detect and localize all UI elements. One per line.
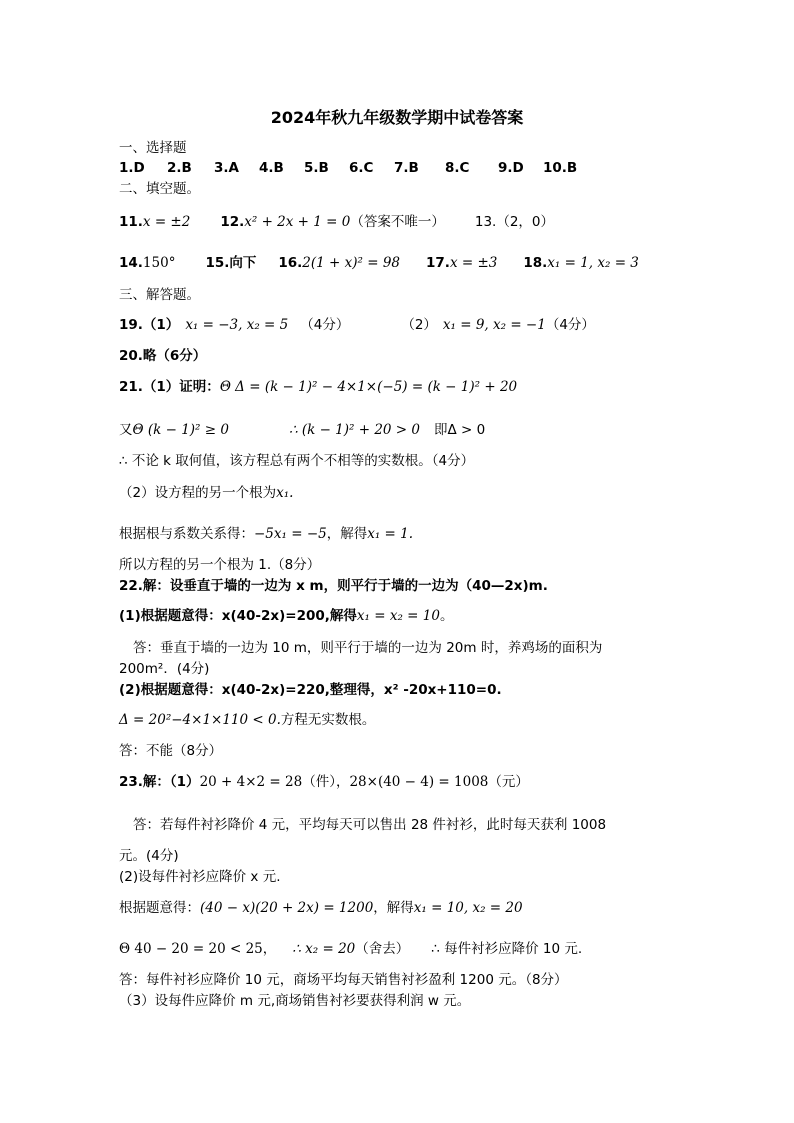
q21-5-text: 根据根与系数关系得： <box>119 526 254 542</box>
answer-10: 10.B <box>543 160 578 176</box>
q21-2-math2: ∴ (k − 1)² + 20 > 0 <box>288 422 420 438</box>
q21-row-5 <box>119 524 413 544</box>
q21-row-2 <box>119 420 485 440</box>
q11-label: 11. <box>119 214 143 230</box>
q21-1-proof: Θ Δ = (k − 1)² − 4×1×(−5) = (k − 1)² + 20 <box>219 379 518 395</box>
q18-label: 18. <box>523 255 548 271</box>
q22-row-2 <box>119 606 453 626</box>
answer-9: 9.D <box>498 160 524 176</box>
answer-4: 4.B <box>259 160 284 176</box>
q22-row-3: 答：垂直于墙的一边为 10 m，则平行于墙的一边为 20m 时，养鸡场的面积为 <box>133 640 603 656</box>
choice-answers <box>119 158 577 178</box>
q21-2-math: Θ (k − 1)² ≥ 0 <box>132 422 229 438</box>
q21-2-suffix: 即Δ > 0 <box>434 422 486 438</box>
answer-2: 2.B <box>167 160 192 176</box>
q22-2-math: x₁ = x₂ = 10 <box>356 608 440 624</box>
q21-5-math2: x₁ = 1. <box>367 526 414 542</box>
q23-5-mid: ，解得 <box>373 900 414 916</box>
q19-2-answer: x₁ = 9, x₂ = −1 <box>442 317 546 333</box>
answer-5: 5.B <box>304 160 329 176</box>
q23-6-end: ∴ 每件衬衫应降价 10 元. <box>431 941 583 957</box>
q23-1-math2: 28×(40 − 4) = 1008 <box>349 774 489 790</box>
q20-row: 20.略（6分） <box>119 348 207 364</box>
q23-1-mid: （件）， <box>302 774 350 790</box>
q22-6-text: 方程无实数根。 <box>280 712 376 728</box>
section-heading-choice: 一、选择题 <box>119 140 187 156</box>
q19-2-label: （2） <box>401 317 437 333</box>
q12-answer: x² + 2x + 1 = 0 <box>244 214 351 230</box>
q22-2-end: 。 <box>439 608 454 624</box>
answer-6: 6.C <box>349 160 374 176</box>
q21-row-3: ∴ 不论 k 取何值，该方程总有两个不相等的实数根。（4分） <box>119 453 475 469</box>
q23-1-end: （元） <box>488 774 529 790</box>
q19-label: 19.（1） <box>119 317 180 333</box>
q21-4-text: （2）设方程的另一个根为 <box>119 485 277 501</box>
q16-answer: 2(1 + x)² = 98 <box>302 255 401 271</box>
q21-5-math: −5x₁ = −5 <box>254 526 327 542</box>
q23-6-mid: （舍去） <box>355 941 410 957</box>
q21-5-mid: ，解得 <box>326 526 368 542</box>
answer-7: 7.B <box>394 160 419 176</box>
q21-row-6: 所以方程的另一个根为 1.（8分） <box>119 557 321 573</box>
q23-row-2: 答：若每件衬衫降价 4 元，平均每天可以售出 28 件衬衫，此时每天获利 1008 <box>133 817 607 833</box>
q22-row-6 <box>119 710 375 730</box>
q12-label: 12. <box>220 214 245 230</box>
fill-row-2 <box>119 253 639 273</box>
q13-answer: 13.（2，0） <box>474 214 555 230</box>
q23-row-5 <box>119 898 523 918</box>
q23-6-math2: ∴ x₂ = 20 <box>292 941 356 957</box>
q23-5-text: 根据题意得： <box>119 900 200 916</box>
q23-6-math: Θ 40 − 20 = 20 < 25， <box>119 941 277 957</box>
q23-row-7: 答：每件衬衫应降价 10 元，商场平均每天销售衬衫盈利 1200 元。（8分） <box>119 972 568 988</box>
q19-1-score: （4分） <box>300 317 350 333</box>
answer-8: 8.C <box>445 160 470 176</box>
q23-row-1 <box>119 772 529 792</box>
q23-row-4: (2)设每件衬衫应降价 x 元. <box>119 869 281 885</box>
q11-answer: x = ±2 <box>142 214 191 230</box>
q17-label: 17. <box>426 255 450 271</box>
q22-6-math: Δ = 20²−4×1×110 < 0. <box>119 712 281 728</box>
page-title: 2024年秋九年级数学期中试卷答案 <box>270 108 524 127</box>
q23-1-label: 23.解：（1） <box>119 774 200 790</box>
answer-1: 1.D <box>119 160 145 176</box>
q14-label: 14. <box>119 255 143 271</box>
q21-row-1 <box>119 377 517 397</box>
q22-2-text: (1)根据题意得：x(40-2x)=200,解得 <box>119 608 357 624</box>
q15-answer: 15.向下 <box>205 255 257 271</box>
q19-row <box>119 315 595 335</box>
q21-2-prefix: 又 <box>119 422 133 438</box>
section-heading-fill: 二、填空题。 <box>119 181 200 197</box>
q21-row-4 <box>119 483 293 503</box>
q23-5-math2: x₁ = 10, x₂ = 20 <box>413 900 523 916</box>
q21-4-math: x₁. <box>276 485 294 501</box>
q21-1-label: 21.（1）证明： <box>119 379 220 395</box>
q22-row-7: 答：不能（8分） <box>119 743 223 759</box>
q16-label: 16. <box>278 255 303 271</box>
answer-3: 3.A <box>214 160 239 176</box>
q18-answer: x₁ = 1, x₂ = 3 <box>547 255 639 271</box>
q17-answer: x = ±3 <box>449 255 498 271</box>
q19-1-answer: x₁ = −3, x₂ = 5 <box>185 317 289 333</box>
q22-row-4: 200m²．(4分) <box>119 661 210 677</box>
q23-row-6 <box>119 939 582 959</box>
q12-note: （答案不唯一） <box>350 214 445 230</box>
fill-row-1 <box>119 212 554 232</box>
q23-row-8: （3）设每件应降价 m 元,商场销售衬衫要获得利润 w 元。 <box>119 993 471 1009</box>
q23-row-3: 元。(4分) <box>119 848 179 864</box>
q23-1-math: 20 + 4×2 = 28 <box>199 774 303 790</box>
q22-row-1: 22.解：设垂直于墙的一边为 x m，则平行于墙的一边为（40—2x)m. <box>119 578 548 594</box>
q22-row-5: (2)根据题意得：x(40-2x)=220,整理得，x² -20x+110=0. <box>119 682 502 698</box>
q14-answer: 150° <box>142 255 176 271</box>
section-heading-solve: 三、解答题。 <box>119 287 200 303</box>
q19-2-score: （4分） <box>545 317 595 333</box>
q23-5-math: (40 − x)(20 + 2x) = 1200 <box>200 900 374 916</box>
